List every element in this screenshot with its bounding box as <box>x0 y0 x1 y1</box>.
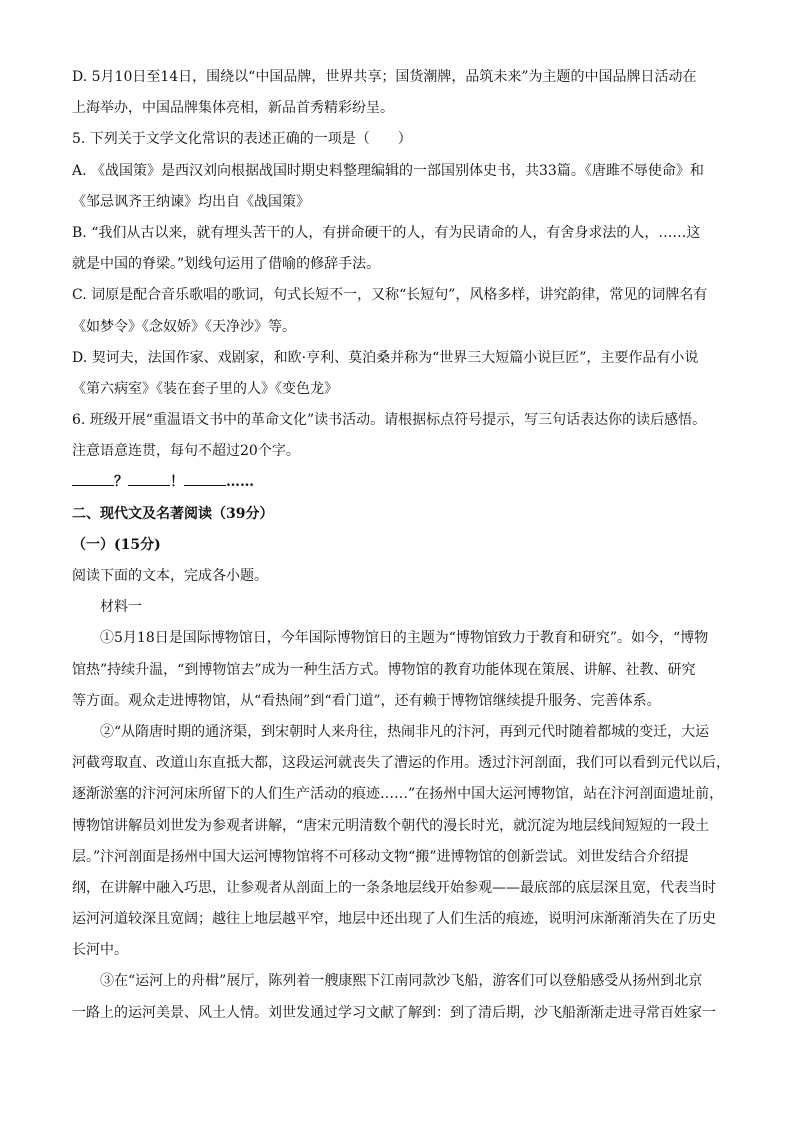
option-d: D. 契诃夫，法国作家、戏剧家，和欧·亨利、莫泊桑并称为“世界三大短篇小说巨匠”，主要作品有小说 <box>72 349 699 366</box>
text-line: 注意语意连贯，每句不超过20个字。 <box>72 443 300 460</box>
paragraph-line: 运河河道较深且宽阔；越往上地层越平窄，地层中还出现了人们生活的痕迹，说明河床渐渐消失在了历史 <box>72 911 716 928</box>
answer-blank[interactable] <box>184 469 226 486</box>
paragraph-line: 馆热”持续升温，“到博物馆去”成为一种生活方式。博物馆的教育功能体现在策展、讲解、社教、研究 <box>72 661 696 678</box>
answer-blanks <box>72 467 722 498</box>
option-c: C. 词原是配合音乐歌唱的歌词，句式长短不一，又称“长短句”，风格多样，讲究韵律，常见的词牌名有 <box>72 287 708 304</box>
paragraph-line: 河截弯取直、改道山东直抵大都，这段运河就丧失了漕运的作用。透过汴河剖面，我们可以看到元代以后， <box>72 755 730 772</box>
paragraph-line: ③在“运河上的舟楫”展厅，陈列着一艘康熙下江南同款沙飞船，游客们可以登船感受从扬州到北京 <box>100 973 703 990</box>
answer-blank[interactable] <box>128 469 170 486</box>
text-line: 《第六病室》《装在套子里的人》《变色龙》 <box>72 380 338 397</box>
material-title: 材料一 <box>100 599 142 616</box>
ellipsis: …… <box>226 474 254 491</box>
question-mark: ？ <box>114 474 128 491</box>
instruction: 阅读下面的文本，完成各小题。 <box>72 568 268 584</box>
text-line: 就是中国的脊梁。”划线句运用了借喻的修辞手法。 <box>72 256 381 273</box>
paragraph-line: 长河中。 <box>72 942 128 959</box>
document-page <box>72 62 730 1029</box>
paragraph-line: 一路上的运河美景、风土人情。刘世发通过学习文献了解到：到了清后期，沙飞船渐渐走进寻常百姓家一 <box>72 1004 716 1021</box>
paragraph-line: 博物馆讲解员刘世发为参观者讲解，“唐宋元明清数个朝代的漫长时光，就沉淀为地层线间短短的一段土 <box>72 817 710 834</box>
text-line: 《如梦令》《念奴娇》《天净沙》等。 <box>72 318 296 335</box>
paragraph-line: 层。”汴河剖面是扬州中国大运河博物馆将不可移动文物“搬”进博物馆的创新尝试。刘世发结合介绍提 <box>72 848 689 865</box>
text-line: D. 5月10日至14日，围绕以“中国品牌，世界共享；国货潮牌，品筑未来”为主题的中国品牌日活动在 <box>72 69 697 85</box>
question-6: 6. 班级开展“重温语文书中的革命文化”读书活动。请根据标点符号提示，写三句话表达你的读后感悟。 <box>72 412 707 429</box>
paragraph-line: ②“从隋唐时期的通济渠，到宋朝时人来舟往，热闹非凡的汴河，再到元代时随着都城的变迁，大运 <box>100 723 710 740</box>
subsection-title: （一）(15分) <box>72 536 161 553</box>
option-b: B. “我们从古以来，就有埋头苦干的人，有拼命硬干的人，有为民请命的人，有舍身求法的人，……这 <box>72 224 701 241</box>
paragraph-line: 逐渐淤塞的汴河河床所留下的人们生产活动的痕迹……”在扬州中国大运河博物馆，站在汴河剖面遗址前， <box>72 786 724 803</box>
exclamation-mark: ！ <box>170 474 184 491</box>
section-title: 二、现代文及名著阅读（39分） <box>72 505 274 522</box>
text-line: 上海举办，中国品牌集体亮相，新品首秀精彩纷呈。 <box>72 100 394 117</box>
answer-blank[interactable] <box>72 469 114 486</box>
paragraph-line: 纲，在讲解中融入巧思，让参观者从剖面上的一条条地层线开始参观——最底部的底层深且宽，代表当时 <box>72 879 716 896</box>
question-5: 5. 下列关于文学文化常识的表述正确的一项是（ ） <box>72 131 412 148</box>
text-line: 《邹忌讽齐王纳谏》均出自《战国策》 <box>72 193 310 210</box>
option-a: A. 《战国策》是西汉刘向根据战国时期史料整理编辑的一部国别体史书，共33篇。《唐雎不辱使命》和 <box>72 162 704 179</box>
paragraph-line: 等方面。观众走进博物馆，从“看热闹”到“看门道”，还有赖于博物馆继续提升服务、完善体系。 <box>72 692 661 709</box>
paragraph-line: ①5月18日是国际博物馆日，今年国际博物馆日的主题为“博物馆致力于教育和研究”。如今，“博物 <box>100 630 709 647</box>
